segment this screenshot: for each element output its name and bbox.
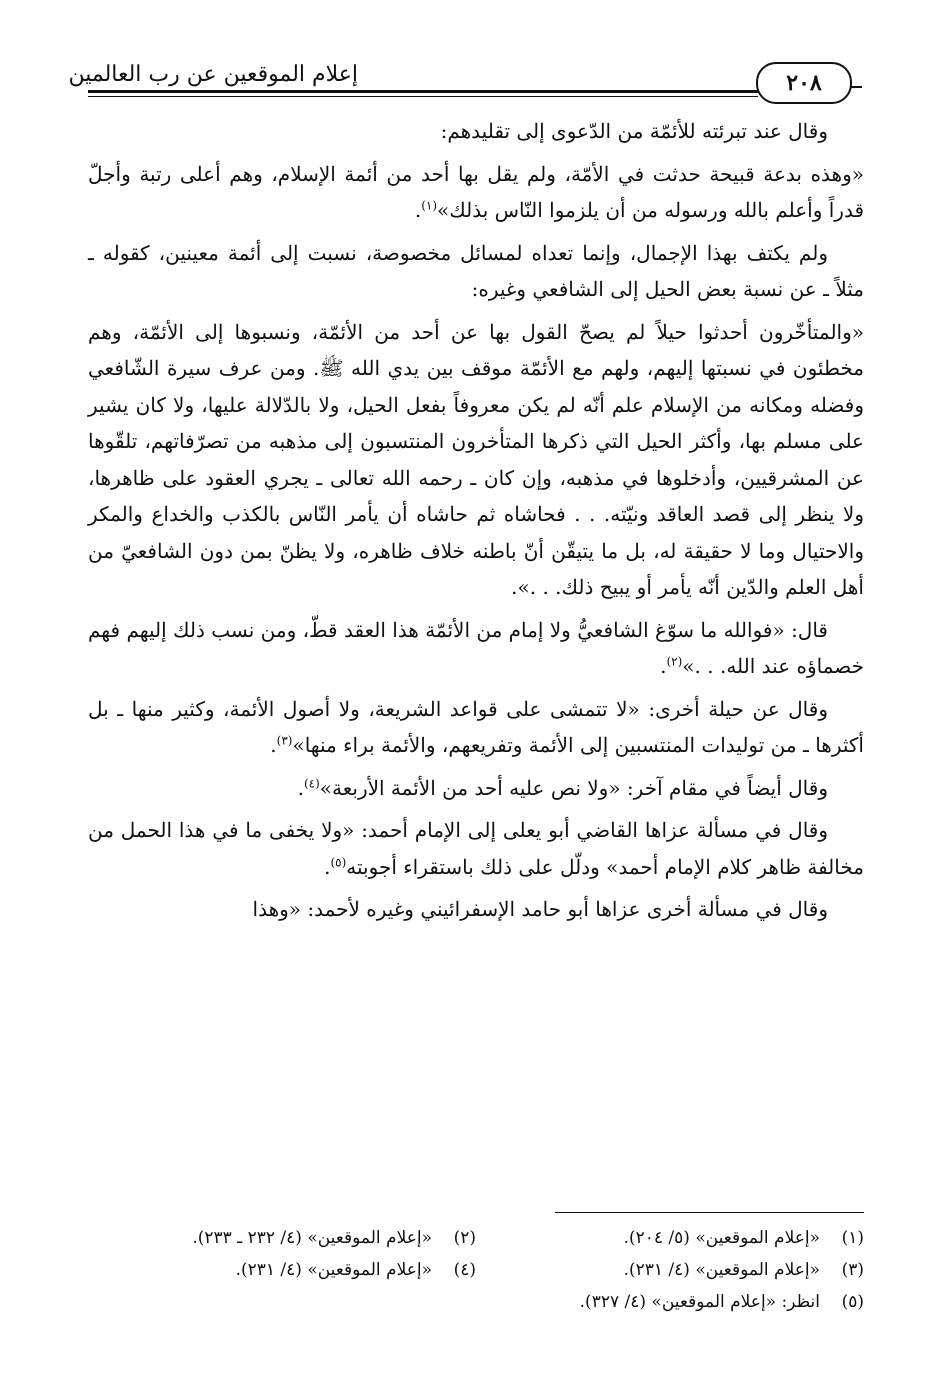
footnote-reference[interactable]: (٤) [303,775,320,790]
page-number-ornament [850,86,862,88]
header-rule-thin [88,96,758,97]
paragraph [88,891,864,928]
footnote [476,1286,864,1318]
punctuation: . [660,654,667,678]
footnote-separator [555,1212,864,1213]
paragraph-text: «والمتأخّرون أحدثوا حيلاً لم يصحّ القول بها عن أحد من الأئمّة، ونسبوها إلى الأئمّة، وهم مخطئون في نسبتها إليهم، ولهم مع الأئمّة موقف بين يدي الله ﷺ. ومن عرف سيرة الشّافعي وفضله ومكانه من الإسلام علم أنّه لم يكن معروفاً بفعل الحيل، ولا بالدّلالة عليها، ولا كان يشير على مسلم بها، وأكثر الحيل التي ذكرها المتأخرون المنتسبون إلى مذهبه من تصرّفاتهم، تلقّوها عن المشرقيين، وأدخلوها في مذهبه، وإن كان ـ رحمه الله تعالى ـ يجري العقود على ظاهرها، ولا ينظر إلى قصد العاقد ونيّته. . . فحاشاه ثم حاشاه أن يأمر النّاس بالكذب والخداع والمكر والاحتيال وما لا حقيقة له، بل ما يتيقّن أنّ باطنه خلاف ظاهره، ولا يظنّ بمن دون الشافعيّ من أهل العلم والدّين أنّه يأمر أو يبيح ذلك. . .». [88,319,864,599]
footnote-text: «إعلام الموقعين» (٤/ ٢٣٢ ـ ٢٣٣). [192,1228,432,1248]
paragraph [88,691,864,764]
paragraph [88,770,864,807]
paragraph-text: «وهذه بدعة قبيحة حدثت في الأمّة، ولم يقل بها أحد من أئمة الإسلام، وهم أعلى رتبة وأجلّ قدراً وأعلم بالله ورسوله من أن يلزموا النّاس بذلك» [88,161,864,222]
footnote-number: (٤) [453,1260,476,1280]
quotation-paragraph [88,314,864,606]
page-number: ٢٠٨ [786,70,822,96]
footnote-number: (١) [841,1228,864,1248]
footnote-reference[interactable]: (٢) [666,654,683,669]
paragraph-text: وقال أيضاً في مقام آخر: «ولا نص عليه أحد من الأئمة الأربعة» [319,775,828,800]
paragraph-text: وقال في مسألة أخرى عزاها أبو حامد الإسفرائيني وغيره لأحمد: «وهذا [252,897,828,921]
page-number-frame [756,62,852,104]
footnote-number: (٥) [841,1292,864,1312]
paragraph-text: ولم يكتف بهذا الإجمال، وإنما تعداه لمسائل مخصوصة، نسبت إلى أئمة معينين، كقوله ـ مثلاً ـ عن نسبة بعض الحيل إلى الشافعي وغيره: [88,240,864,301]
footnote-row [88,1254,864,1286]
footnote-row [88,1222,864,1254]
footnote-reference[interactable]: (٥) [330,854,347,869]
paragraph-text: وقال عن حيلة أخرى: «لا تتمشى على قواعد الشريعة، ولا أصول الأئمة، وكثير منها ـ بل أكثرها ـ من توليدات المنتسبين إلى الأئمة وتفريعهم، والأئمة براء منها» [88,696,864,757]
running-title: إعلام الموقعين عن رب العالمين [68,62,358,87]
paragraph-text: قال: «فوالله ما سوّغ الشافعيُّ ولا إمام من الأئمّة هذا العقد قطّ، ومن نسب ذلك إليهم فهم خصماؤه عند الله. . .» [88,617,864,678]
footnote [476,1222,864,1254]
footnote-text: «إعلام الموقعين» (٤/ ٢٣١). [623,1260,820,1280]
footnote [88,1222,476,1254]
footnote-reference[interactable]: (٣) [276,733,293,748]
footnote-text: «إعلام الموقعين» (٥/ ٢٠٤). [623,1228,820,1248]
body-text [88,113,864,934]
footnote [476,1254,864,1286]
paragraph-text: وقال عند تبرئته للأئمّة من الدّعوى إلى تقليدهم: [440,119,828,143]
header-rule [88,90,758,93]
paragraph-text: وقال في مسألة عزاها القاضي أبو يعلى إلى الإمام أحمد: «ولا يخفى ما في هذا الحمل من مخالفة ظاهر كلام الإمام أحمد» ودلّل على ذلك باستقراء أجوبته [88,818,864,879]
punctuation: . [297,775,304,800]
paragraph [88,812,864,885]
punctuation: . [324,854,331,879]
footnote-number: (٣) [841,1260,864,1280]
paragraph [88,235,864,308]
footnote [88,1254,476,1286]
footnote-number: (٢) [453,1228,476,1248]
paragraph [88,113,864,150]
punctuation: . [414,198,422,222]
footnote-row [88,1286,864,1318]
footnote-text: «إعلام الموقعين» (٤/ ٢٣١). [235,1260,432,1280]
footnotes [88,1222,864,1318]
paragraph [88,612,864,685]
footnote-reference[interactable]: (١) [421,198,438,213]
quotation-paragraph [88,156,864,229]
footnote-text: انظر: «إعلام الموقعين» (٤/ ٣٢٧). [579,1292,820,1312]
punctuation: . [270,733,277,757]
